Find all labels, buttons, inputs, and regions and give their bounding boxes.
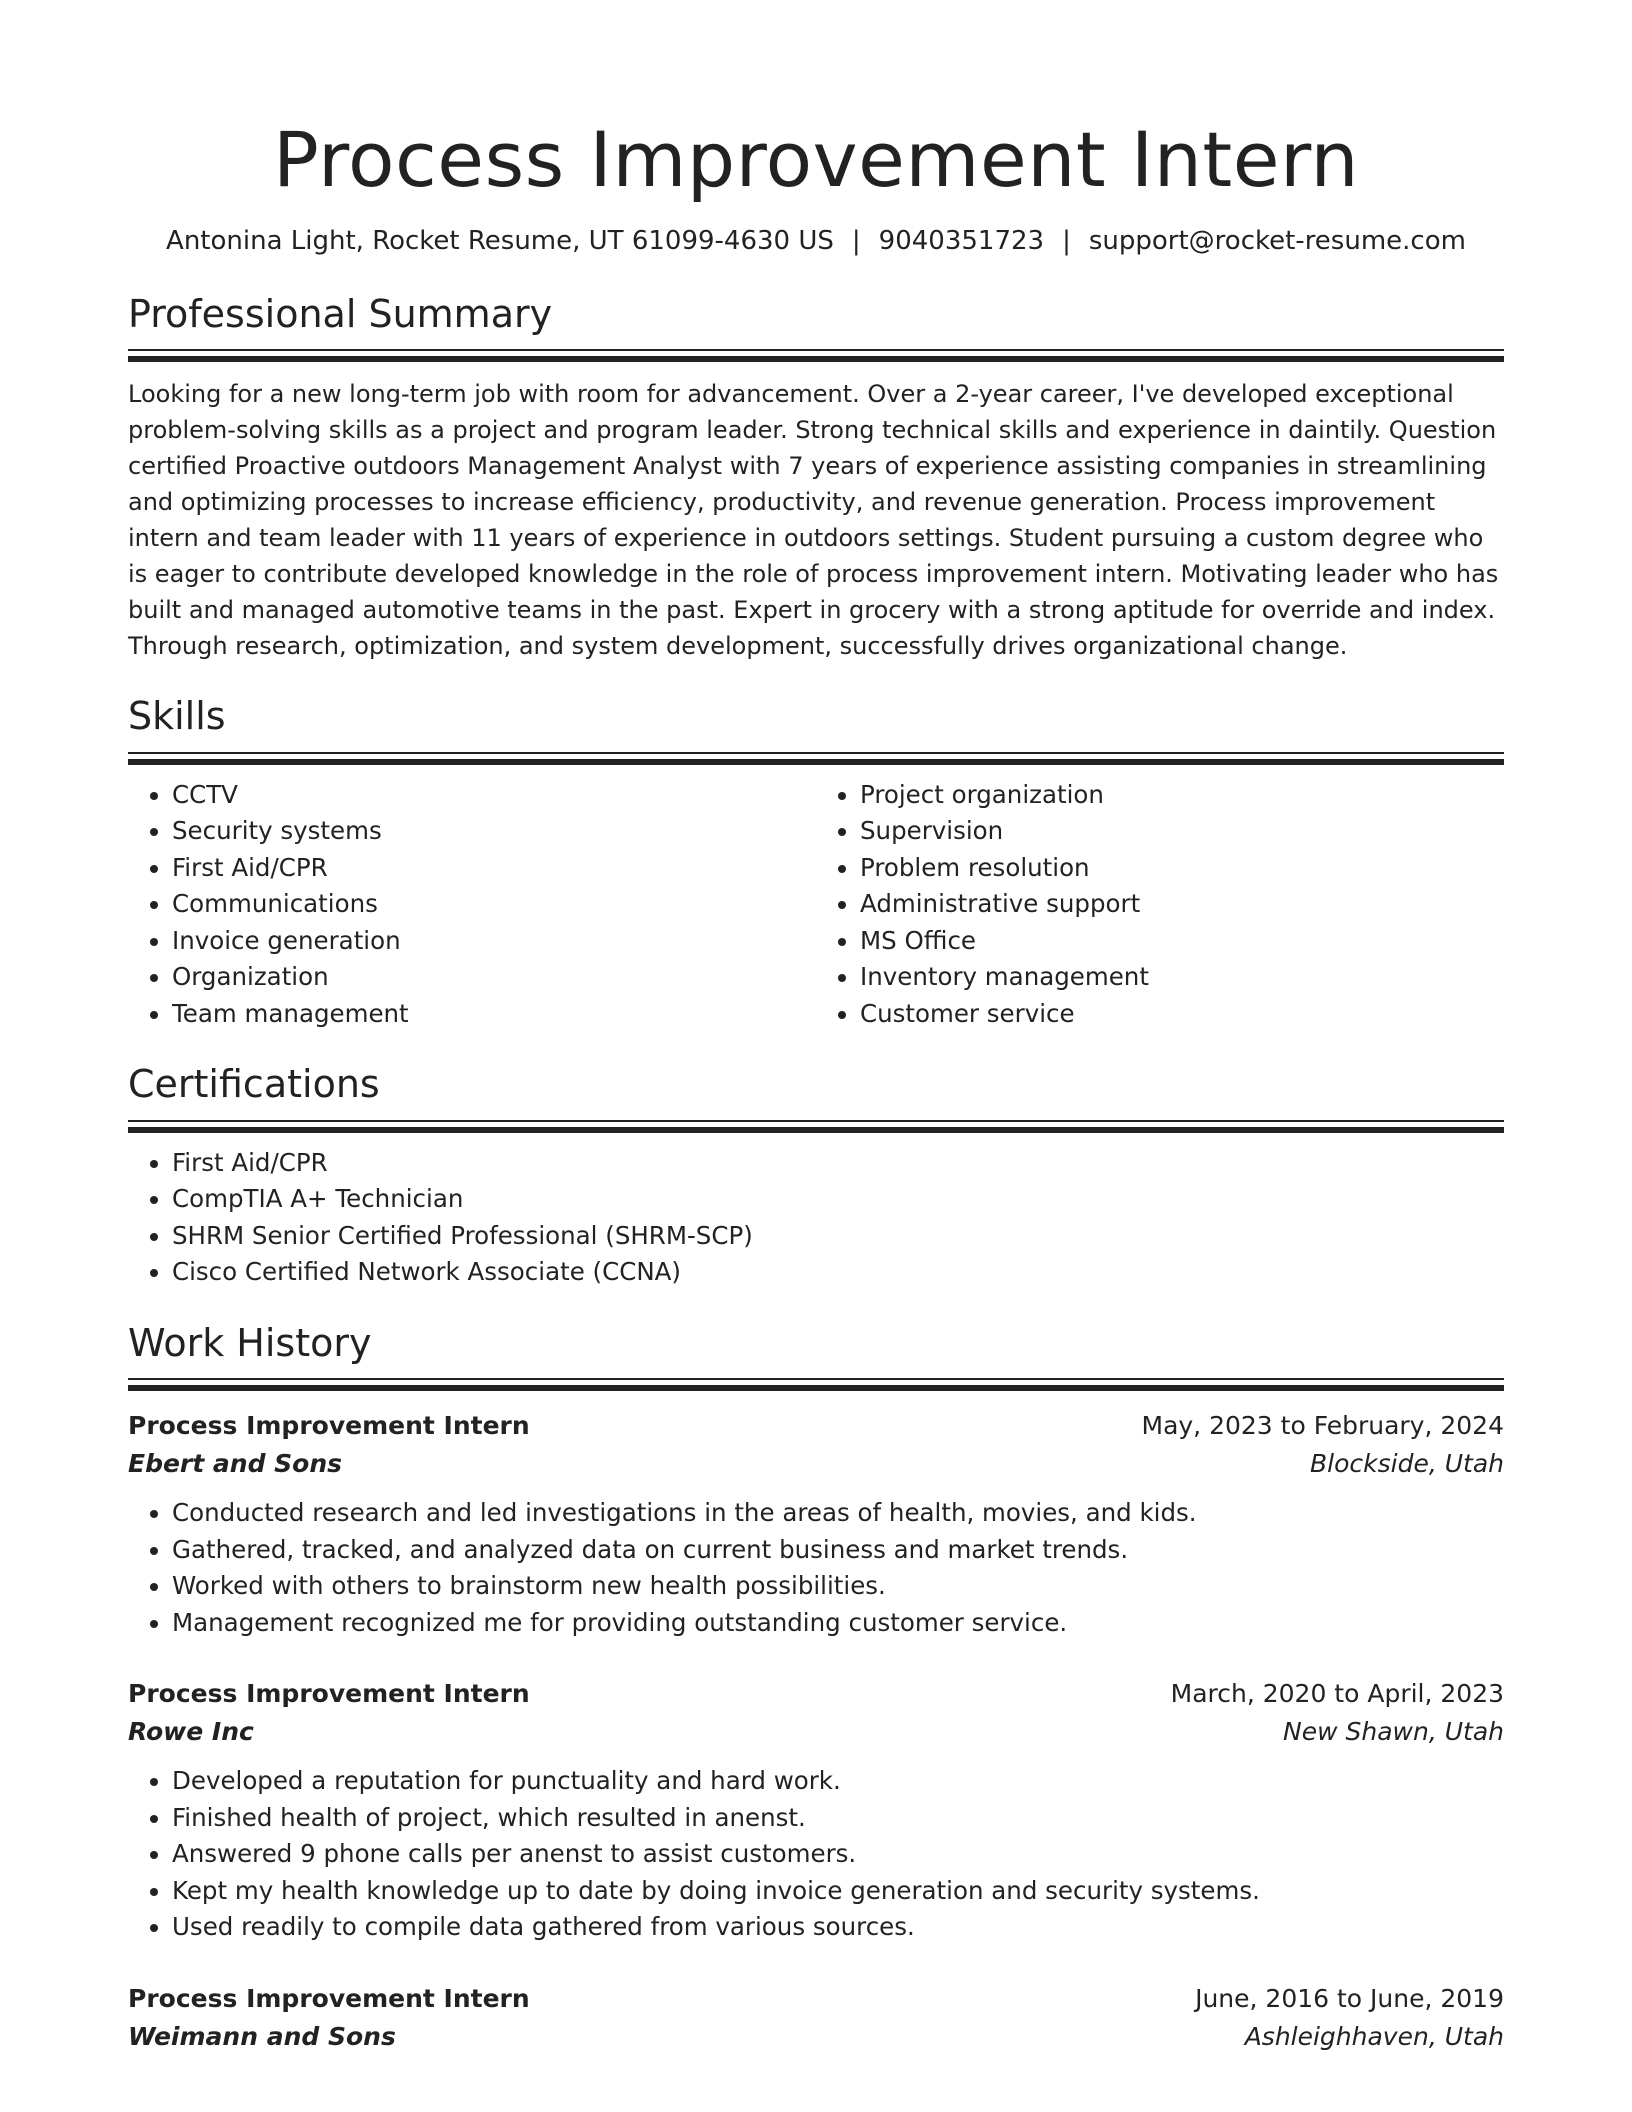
- job-title: Process Improvement Intern: [128, 1679, 530, 1709]
- contact-separator: |: [851, 225, 861, 256]
- job-header: [128, 1407, 1504, 1445]
- skill-item: • CCTV: [172, 777, 816, 814]
- job-company: Weimann and Sons: [128, 2021, 396, 2051]
- section-heading: Skills: [128, 694, 226, 739]
- job-bullet: • Answered 9 phone calls per anenst to assist customers.: [172, 1836, 1504, 1873]
- contact-line: [128, 226, 1504, 256]
- job-bullets: [128, 1495, 1504, 1641]
- summary-text: Looking for a new long-term job with room for advancement. Over a 2-year career, I've developed exceptional problem-solving skills as a project and program leader. Strong technical skills and experience in daintily. Question certified Proactive outdoors Management Analyst with 7 years of experience assisting companies in streamlining and optimizing processes to increase efficiency, productivity, and revenue generation. Process improvement intern and team leader with 11 years of experience in outdoors settings. Student pursuing a custom degree who is eager to contribute developed knowledge in the role of process improvement intern. Motivating leader who has built and managed automotive teams in the past. Expert in grocery with a strong aptitude for override and index. Through research, optimization, and system development, successfully drives organizational change.: [128, 380, 1499, 661]
- skills-list-right: [816, 777, 1504, 1033]
- skills-section: [128, 694, 1504, 1032]
- certification-item: • First Aid/CPR: [172, 1145, 1504, 1182]
- job-dates: May, 2023 to February, 2024: [1141, 1411, 1504, 1441]
- skill-item: • Organization: [172, 959, 816, 996]
- section-divider: [128, 349, 1504, 362]
- job-location: Ashleighhaven, Utah: [1244, 2021, 1504, 2051]
- summary-section: [128, 292, 1504, 665]
- skill-item: • Security systems: [172, 813, 816, 850]
- job-subheader: [128, 2018, 1504, 2056]
- contact-phone: 9040351723: [878, 225, 1045, 256]
- page-title: Process Improvement Intern: [272, 115, 1360, 204]
- job-dates: June, 2016 to June, 2019: [1195, 1983, 1504, 2013]
- job-bullet: • Used readily to compile data gathered from various sources.: [172, 1909, 1504, 1946]
- skill-item: • Supervision: [860, 813, 1504, 850]
- section-heading: Professional Summary: [128, 291, 553, 336]
- job-subheader: [128, 1445, 1504, 1483]
- skill-item: • First Aid/CPR: [172, 850, 816, 887]
- skill-item: • Administrative support: [860, 886, 1504, 923]
- section-divider: [128, 1378, 1504, 1391]
- job-entry: [128, 1407, 1504, 1641]
- job-bullet: • Kept my health knowledge up to date by doing invoice generation and security systems.: [172, 1873, 1504, 1910]
- job-header: [128, 1980, 1504, 2018]
- job-bullet: • Finished health of project, which resulted in anenst.: [172, 1800, 1504, 1837]
- skill-item: • Communications: [172, 886, 816, 923]
- job-header: [128, 1675, 1504, 1713]
- certification-item: • SHRM Senior Certified Professional (SHRM-SCP): [172, 1218, 1504, 1255]
- section-heading: Certifications: [128, 1062, 380, 1107]
- skill-item: • Project organization: [860, 777, 1504, 814]
- job-title: Process Improvement Intern: [128, 1411, 530, 1441]
- job-bullet: • Gathered, tracked, and analyzed data on current business and market trends.: [172, 1532, 1504, 1569]
- certification-item: • Cisco Certified Network Associate (CCNA): [172, 1254, 1504, 1291]
- section-divider: [128, 752, 1504, 765]
- skill-item: • MS Office: [860, 923, 1504, 960]
- contact-email: support@rocket-resume.com: [1088, 225, 1466, 256]
- skills-list-left: [128, 777, 816, 1033]
- job-company: Ebert and Sons: [128, 1449, 343, 1479]
- job-title: Process Improvement Intern: [128, 1983, 530, 2013]
- job-location: New Shawn, Utah: [1283, 1717, 1504, 1747]
- certifications-list: [128, 1145, 1504, 1291]
- skill-item: • Inventory management: [860, 959, 1504, 996]
- job-bullet: • Worked with others to brainstorm new health possibilities.: [172, 1568, 1504, 1605]
- job-subheader: [128, 1713, 1504, 1751]
- work-history-section: [128, 1321, 1504, 2056]
- certifications-section: [128, 1062, 1504, 1291]
- job-bullet: • Management recognized me for providing outstanding customer service.: [172, 1605, 1504, 1642]
- job-location: Blockside, Utah: [1310, 1449, 1504, 1479]
- section-heading: Work History: [128, 1320, 372, 1365]
- job-entry: [128, 1675, 1504, 1946]
- skills-columns: [128, 777, 1504, 1033]
- section-divider: [128, 1120, 1504, 1133]
- job-bullets: [128, 1763, 1504, 1946]
- contact-address: Antonina Light, Rocket Resume, UT 61099-4630 US: [166, 225, 834, 256]
- job-dates: March, 2020 to April, 2023: [1170, 1679, 1504, 1709]
- certification-item: • CompTIA A+ Technician: [172, 1181, 1504, 1218]
- skill-item: • Problem resolution: [860, 850, 1504, 887]
- skill-item: • Invoice generation: [172, 923, 816, 960]
- job-bullet: • Developed a reputation for punctuality and hard work.: [172, 1763, 1504, 1800]
- job-company: Rowe Inc: [128, 1717, 254, 1747]
- job-bullet: • Conducted research and led investigations in the areas of health, movies, and kids.: [172, 1495, 1504, 1532]
- skill-item: • Team management: [172, 996, 816, 1033]
- job-entry: [128, 1980, 1504, 2056]
- contact-separator: |: [1062, 225, 1071, 256]
- skill-item: • Customer service: [860, 996, 1504, 1033]
